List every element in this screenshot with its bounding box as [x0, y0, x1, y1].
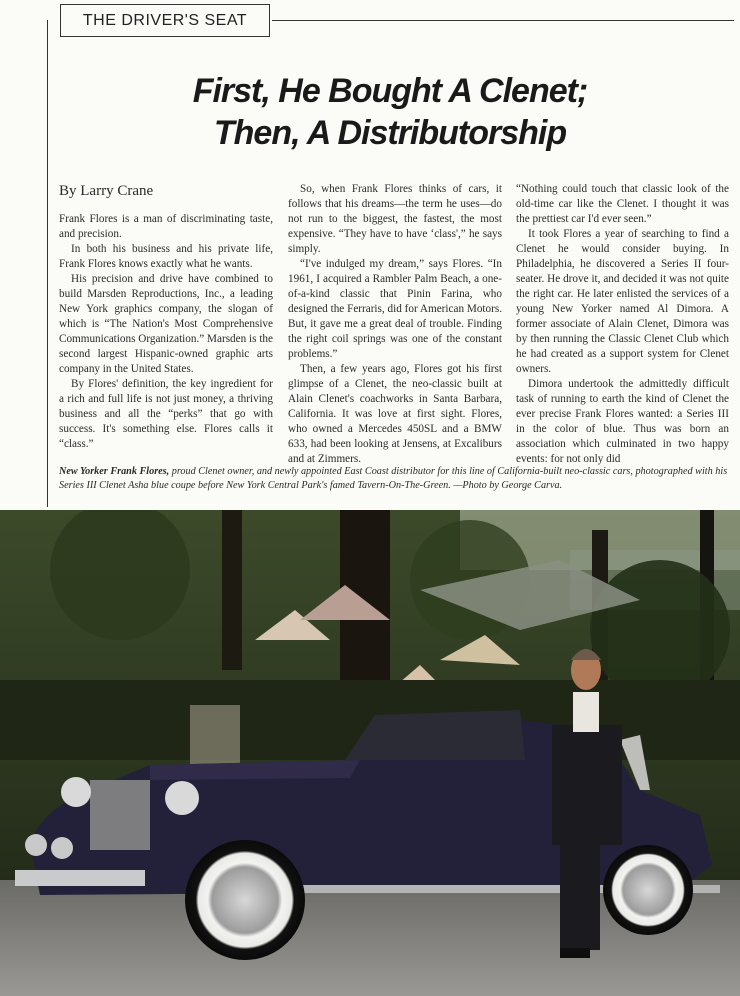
- headline-line-2: Then, A Distributorship: [213, 114, 567, 152]
- paragraph: His precision and drive have combined to build Marsden Reproductions, Inc., a leading New York graphics company, the slogan of which is “The Nation's Most Comprehensive Communications Organization.” Marsden is the second largest Hispanic-owned graphic arts company in the United States.: [59, 273, 273, 375]
- fence: [190, 705, 240, 765]
- man-in-tuxedo: [552, 725, 622, 845]
- paragraph: “Nothing could touch that classic look of the old-time car like the Clenet. I thought it was the prettiest car I'd ever seen.”: [516, 183, 729, 225]
- paragraph: By Flores' definition, the key ingredient for a rich and full life is not just money, a thriving business and all the “perks” that go with success. It's something else. Flores calls it “class.”: [59, 378, 273, 450]
- photo-illustration: [0, 510, 740, 996]
- paragraph: Dimora undertook the admittedly difficult task of running to earth the kind of Clenet the ever precise Frank Flores wanted: a Series III in the color of blue. Thus was born an association which culminated in two happy events: for not only did: [516, 378, 729, 465]
- rear-wheel: [603, 845, 693, 935]
- front-wheel: [185, 840, 305, 960]
- car-photo: [0, 510, 740, 996]
- article-column-3: [516, 182, 729, 467]
- paragraph: So, when Frank Flores thinks of cars, it follows that his dreams—the term he uses—do not run to the biggest, the fastest, the most expensive. “They have to have ‘class',” he says simply.: [288, 183, 502, 255]
- left-rule: [47, 20, 48, 507]
- paragraph: Then, a few years ago, Flores got his first glimpse of a Clenet, the neo-classic built at Alain Clenet's coachworks in Santa Barbara, California. It was love at first sight. Flores, who owned a Mercedes 450SL and a BMW 633, had been looking at Jensens, at Excaliburs and at Zimmers.: [288, 363, 502, 465]
- section-label: THE DRIVER'S SEAT: [60, 4, 270, 37]
- paragraph: “I've indulged my dream,” says Flores. “In 1961, I acquired a Rambler Palm Beach, a one-of-a-kind classic that Pinin Farina, who designed the Ferraris, did for American Motors. But, it gave me a great deal of trouble. Finding the right coil springs was one of the constant problems.”: [288, 258, 502, 360]
- article-column-1: [59, 182, 273, 452]
- paragraph: It took Flores a year of searching to find a Clenet he would consider buying. In Philadelphia, he discovered a Series II four-seater. He drove it, and decided it was not quite the right car. He later enlisted the services of a young New Yorker named Al Dimora. A former associate of Alain Clenet, Dimora was by then running the Classic Clenet Club which he had created as a support system for Clenet owners.: [516, 228, 729, 375]
- headline-line-1: First, He Bought A Clenet;: [192, 72, 588, 110]
- article-column-2: [288, 182, 502, 467]
- header-rule: [272, 20, 734, 21]
- paragraph: Frank Flores is a man of discriminating taste, and precision.: [59, 213, 273, 240]
- car-grille: [90, 780, 150, 850]
- photo-caption: [59, 465, 731, 493]
- headlamp: [165, 781, 199, 815]
- front-bumper: [15, 870, 145, 886]
- caption-lead: New Yorker Frank Flores,: [59, 466, 170, 477]
- article-headline: [150, 70, 630, 154]
- caption-text: proud Clenet owner, and newly appointed East Coast distributor for this line of California-built neo-classic cars, photographed with his Series III Clenet Asha blue coupe before New York Central Park's famed Tavern-On-The-Green. —Photo by George Carva.: [59, 466, 728, 491]
- paragraph: In both his business and his private life, Frank Flores knows exactly what he wants.: [59, 243, 273, 270]
- byline: By Larry Crane: [59, 183, 154, 199]
- headlamp: [61, 777, 91, 807]
